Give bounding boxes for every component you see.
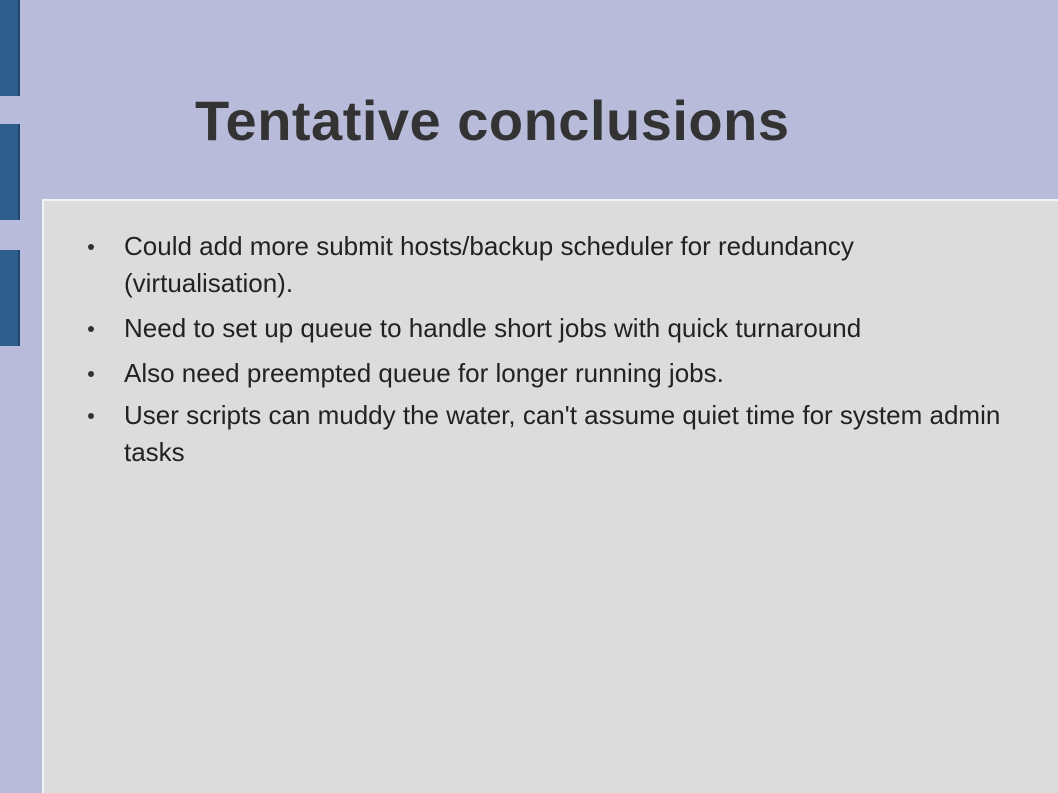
- decorative-bar-1: [0, 0, 20, 96]
- bullet-dot-icon: [88, 371, 94, 377]
- bullet-list: [44, 228, 1004, 479]
- decorative-bar-3: [0, 250, 20, 346]
- bullet-item: [44, 355, 1004, 392]
- bullet-text: Could add more submit hosts/backup scheduler for redundancy (virtualisation).: [124, 231, 854, 298]
- bullet-item: [44, 310, 1004, 347]
- decorative-left-bars: [0, 0, 22, 793]
- bullet-dot-icon: [88, 413, 94, 419]
- bullet-item: [44, 397, 1004, 471]
- bullet-text: Also need preempted queue for longer running jobs.: [124, 358, 724, 388]
- decorative-bar-2: [0, 124, 20, 220]
- bullet-item: [44, 228, 1004, 302]
- content-panel: [42, 199, 1058, 793]
- bullet-text: Need to set up queue to handle short jobs with quick turnaround: [124, 313, 862, 343]
- bullet-text: User scripts can muddy the water, can't assume quiet time for system admin tasks: [124, 400, 1001, 467]
- bullet-dot-icon: [88, 326, 94, 332]
- bullet-dot-icon: [88, 244, 94, 250]
- slide-title: Tentative conclusions: [195, 89, 790, 152]
